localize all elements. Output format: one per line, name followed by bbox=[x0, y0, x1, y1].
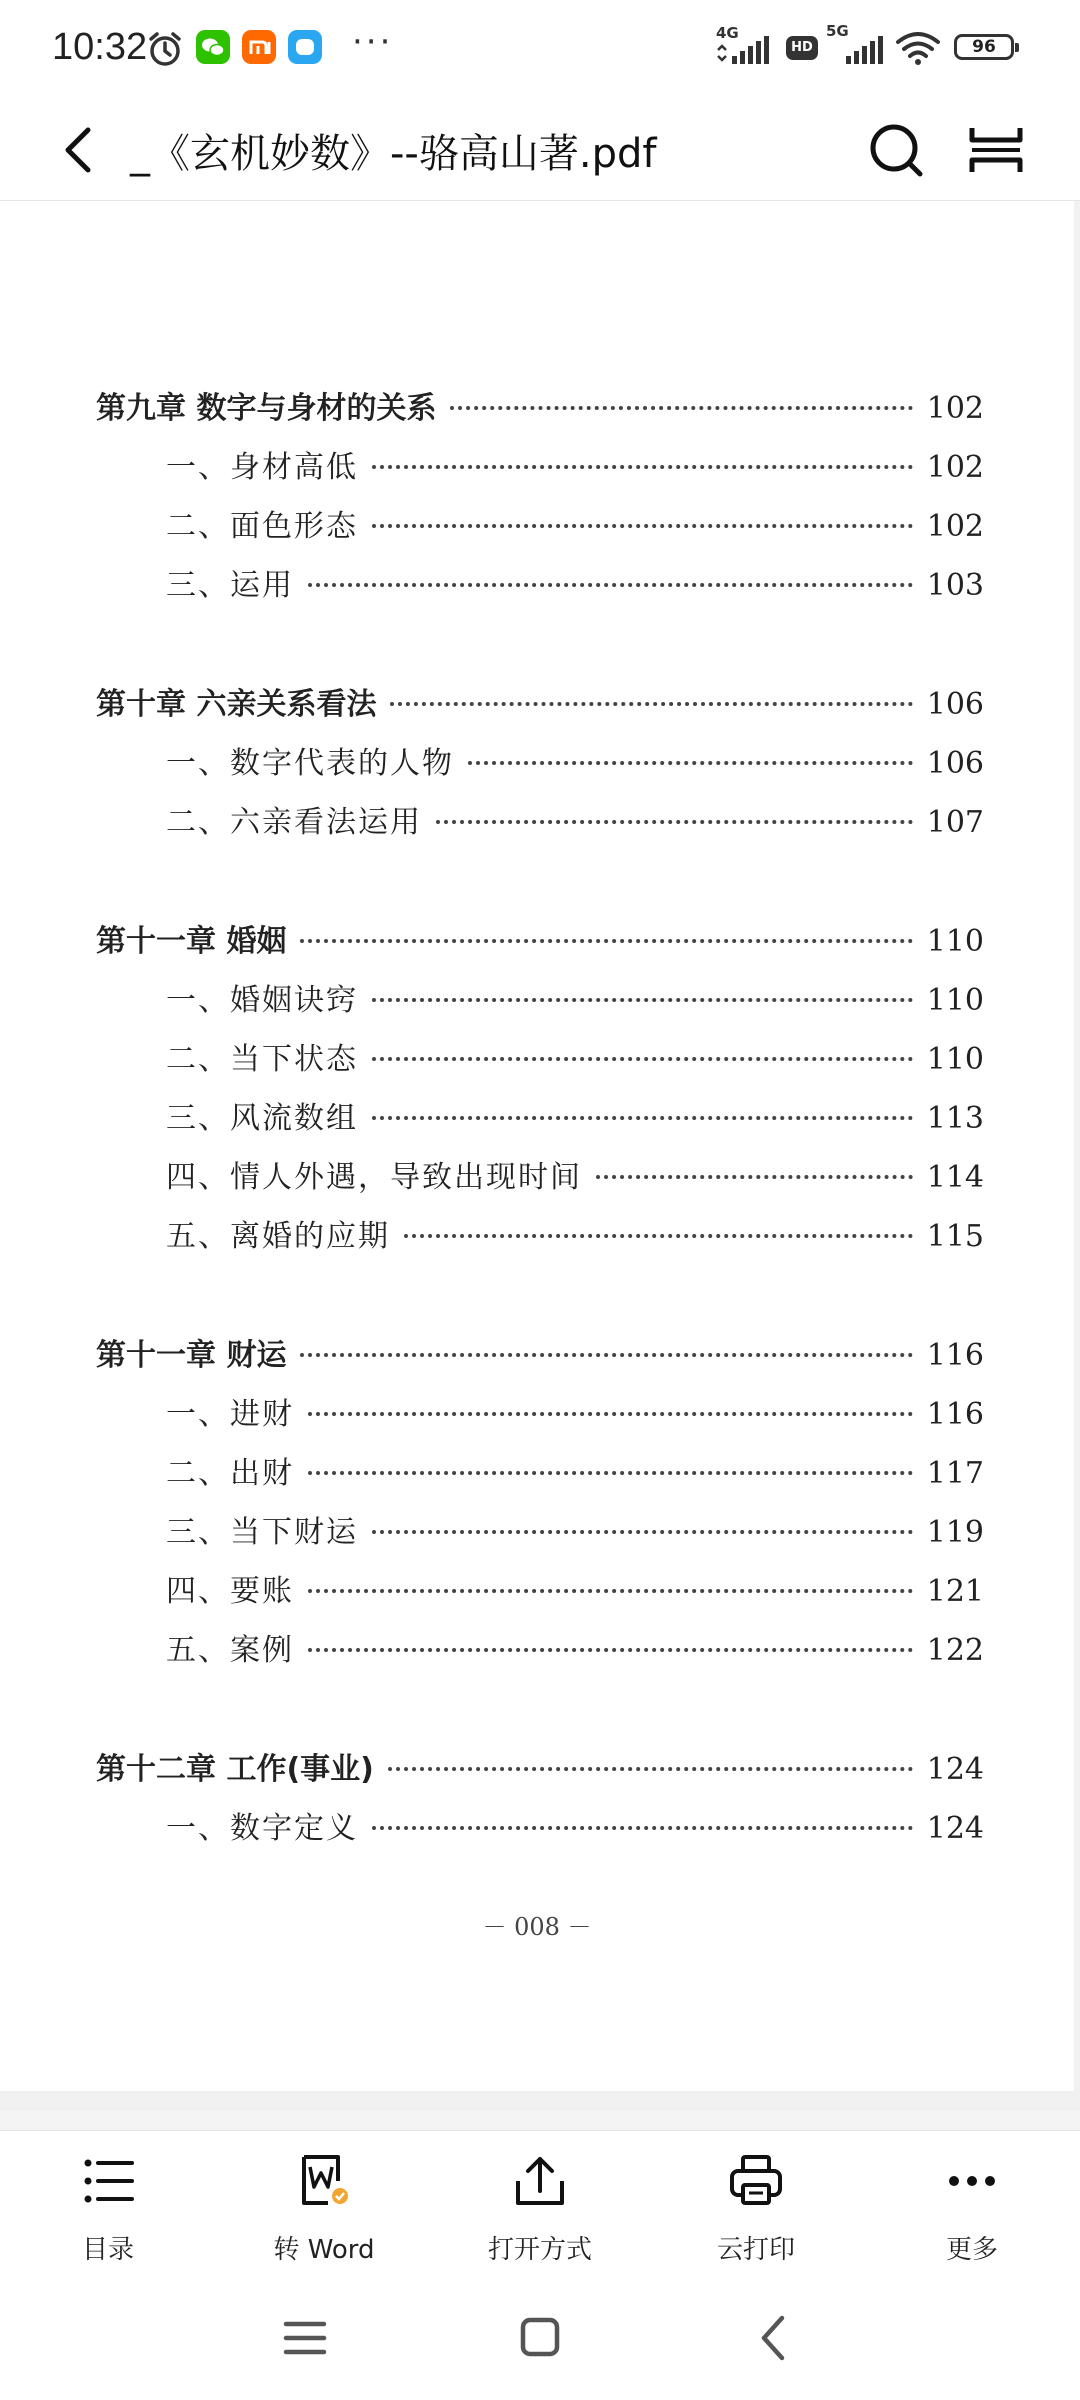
toc-page-number: 119 bbox=[926, 1515, 984, 1550]
pdf-page bbox=[0, 201, 1074, 2091]
toc-leader bbox=[308, 1589, 913, 1593]
home-nav-icon[interactable] bbox=[505, 2308, 575, 2368]
toc-leader bbox=[372, 1116, 913, 1120]
toc-entry[interactable] bbox=[96, 560, 984, 619]
bottom-toolbar bbox=[0, 2130, 1080, 2281]
toc-chapter-title: 第十章 六亲关系看法 bbox=[96, 687, 377, 722]
convert-to-word-button[interactable] bbox=[224, 2151, 424, 2266]
wechat-icon bbox=[196, 30, 230, 64]
status-bar bbox=[0, 0, 1080, 100]
hd-badge: HD bbox=[786, 36, 818, 60]
toc-leader bbox=[372, 1057, 913, 1061]
toc-entry-title: 一、数字代表的人物 bbox=[166, 746, 454, 781]
title-bar bbox=[0, 100, 1080, 201]
toc-entry-title: 五、离婚的应期 bbox=[166, 1219, 390, 1254]
contents-label: 目录 bbox=[81, 2235, 134, 2265]
search-button[interactable] bbox=[864, 118, 928, 182]
toc-entry[interactable] bbox=[96, 738, 984, 797]
toc-page-number: 110 bbox=[926, 924, 984, 959]
system-navigation-bar bbox=[0, 2280, 1080, 2400]
toc-leader bbox=[308, 583, 913, 587]
toc-chapter-title: 第九章 数字与身材的关系 bbox=[96, 391, 437, 426]
toc-leader bbox=[372, 998, 913, 1002]
toc-entry-title: 一、数字定义 bbox=[166, 1811, 358, 1846]
toc-page-number: 110 bbox=[926, 1042, 984, 1077]
toc-page-number: 102 bbox=[926, 391, 984, 426]
document-title: _《玄机妙数》--骆高山著.pdf bbox=[130, 131, 657, 177]
toc-leader bbox=[300, 939, 912, 943]
toc-leader bbox=[308, 1471, 913, 1475]
toc-entry[interactable] bbox=[96, 797, 984, 856]
printer-icon bbox=[726, 2151, 786, 2211]
contents-button[interactable] bbox=[8, 2151, 208, 2266]
toc-entry[interactable] bbox=[96, 442, 984, 501]
cloud-print-button[interactable] bbox=[656, 2151, 856, 2266]
word-convert-icon bbox=[294, 2151, 354, 2211]
toc-page-number: 116 bbox=[926, 1397, 984, 1432]
toc-page-number: 117 bbox=[926, 1456, 984, 1491]
toc-page-number: 115 bbox=[926, 1219, 984, 1254]
toc-leader bbox=[372, 524, 913, 528]
toc-entry-title: 二、面色形态 bbox=[166, 509, 358, 544]
section-gap bbox=[96, 856, 984, 916]
network-5g-label: 5G bbox=[826, 22, 849, 40]
toc-chapter[interactable] bbox=[96, 679, 984, 738]
cloud-print-label: 云打印 bbox=[716, 2235, 795, 2265]
toc-chapter-title: 第十一章 财运 bbox=[96, 1338, 287, 1373]
battery-indicator: 96 bbox=[954, 34, 1014, 60]
toc-chapter[interactable] bbox=[96, 383, 984, 442]
toc-entry-title: 一、身材高低 bbox=[166, 450, 358, 485]
toc-leader bbox=[372, 1530, 913, 1534]
network-4g-label: 4G bbox=[716, 24, 739, 42]
back-nav-icon[interactable] bbox=[740, 2308, 810, 2368]
toc-chapter-title: 第十二章 工作(事业) bbox=[96, 1752, 374, 1787]
page-footer-number: － 008 － bbox=[482, 1913, 592, 1941]
toc-entry[interactable] bbox=[96, 1093, 984, 1152]
toc-page-number: 102 bbox=[926, 450, 984, 485]
toc-page-number: 114 bbox=[926, 1160, 984, 1195]
wifi-icon bbox=[894, 30, 942, 66]
toc-leader bbox=[388, 1767, 913, 1771]
convert-to-word-label: 转 Word bbox=[273, 2235, 375, 2265]
toc-leader bbox=[436, 820, 913, 824]
signal-bars-icon bbox=[716, 36, 774, 66]
toc-page-number: 102 bbox=[926, 509, 984, 544]
section-gap bbox=[96, 1684, 984, 1744]
open-with-label: 打开方式 bbox=[487, 2235, 592, 2265]
toc-page-number: 116 bbox=[926, 1338, 984, 1373]
share-icon bbox=[510, 2151, 570, 2211]
alarm-icon bbox=[146, 30, 184, 68]
toc-page-number: 124 bbox=[926, 1752, 984, 1787]
toc-entry[interactable] bbox=[96, 1625, 984, 1684]
open-with-button[interactable] bbox=[440, 2151, 640, 2266]
toc-leader bbox=[300, 1353, 912, 1357]
more-dots-icon bbox=[942, 2151, 1002, 2211]
toc-entry[interactable] bbox=[96, 1389, 984, 1448]
toc-entry[interactable] bbox=[96, 1034, 984, 1093]
toc-leader bbox=[468, 761, 913, 765]
toc-entry[interactable] bbox=[96, 501, 984, 560]
back-button[interactable] bbox=[48, 118, 112, 182]
toc-chapter[interactable] bbox=[96, 916, 984, 975]
toc-entry-title: 五、案例 bbox=[166, 1633, 294, 1668]
toc-entry-title: 二、当下状态 bbox=[166, 1042, 358, 1077]
toc-entry-title: 四、情人外遇，导致出现时间 bbox=[166, 1160, 582, 1195]
toc-entry-title: 二、出财 bbox=[166, 1456, 294, 1491]
toc-page-number: 122 bbox=[926, 1633, 984, 1668]
toc-leader bbox=[390, 702, 912, 706]
status-time: 10:32 bbox=[52, 26, 148, 68]
toc-entry[interactable] bbox=[96, 1152, 984, 1211]
toc-page-number: 103 bbox=[926, 568, 984, 603]
toc-entry-title: 一、进财 bbox=[166, 1397, 294, 1432]
toc-leader bbox=[308, 1412, 913, 1416]
toc-page-number: 106 bbox=[926, 746, 984, 781]
more-label: 更多 bbox=[945, 2235, 998, 2265]
pdf-viewer[interactable] bbox=[0, 201, 1080, 2111]
toc-entry[interactable] bbox=[96, 1507, 984, 1566]
toc-leader bbox=[404, 1234, 913, 1238]
toc-page-number: 107 bbox=[926, 805, 984, 840]
mi-icon bbox=[242, 30, 276, 64]
toc-entry-title: 二、六亲看法运用 bbox=[166, 805, 422, 840]
toc-chapter[interactable] bbox=[96, 1744, 984, 1803]
view-mode-button[interactable] bbox=[964, 118, 1028, 182]
toc-entry[interactable] bbox=[96, 1211, 984, 1270]
list-icon bbox=[78, 2151, 138, 2211]
table-of-contents bbox=[96, 383, 984, 1862]
app-notification-icon bbox=[288, 30, 322, 64]
signal-bars-5g-icon bbox=[844, 36, 886, 66]
toc-entry[interactable] bbox=[96, 1803, 984, 1862]
toc-chapter-title: 第十一章 婚姻 bbox=[96, 924, 287, 959]
toc-entry[interactable] bbox=[96, 1566, 984, 1625]
toc-page-number: 110 bbox=[926, 983, 984, 1018]
toc-entry-title: 三、当下财运 bbox=[166, 1515, 358, 1550]
toc-page-number: 113 bbox=[926, 1101, 984, 1136]
toc-page-number: 121 bbox=[926, 1574, 984, 1609]
section-gap bbox=[96, 619, 984, 679]
toc-page-number: 124 bbox=[926, 1811, 984, 1846]
toc-page-number: 106 bbox=[926, 687, 984, 722]
toc-leader bbox=[372, 1826, 913, 1830]
toc-leader bbox=[596, 1175, 913, 1179]
toc-entry-title: 三、风流数组 bbox=[166, 1101, 358, 1136]
toc-leader bbox=[308, 1648, 913, 1652]
menu-nav-icon[interactable] bbox=[270, 2308, 340, 2368]
toc-entry[interactable] bbox=[96, 975, 984, 1034]
toc-chapter[interactable] bbox=[96, 1330, 984, 1389]
toc-leader bbox=[450, 406, 912, 410]
toc-entry[interactable] bbox=[96, 1448, 984, 1507]
toc-entry-title: 三、运用 bbox=[166, 568, 294, 603]
toc-entry-title: 一、婚姻诀窍 bbox=[166, 983, 358, 1018]
more-button[interactable] bbox=[872, 2151, 1072, 2266]
toc-leader bbox=[372, 465, 913, 469]
more-notifications-icon: ··· bbox=[352, 22, 394, 62]
section-gap bbox=[96, 1270, 984, 1330]
toc-entry-title: 四、要账 bbox=[166, 1574, 294, 1609]
